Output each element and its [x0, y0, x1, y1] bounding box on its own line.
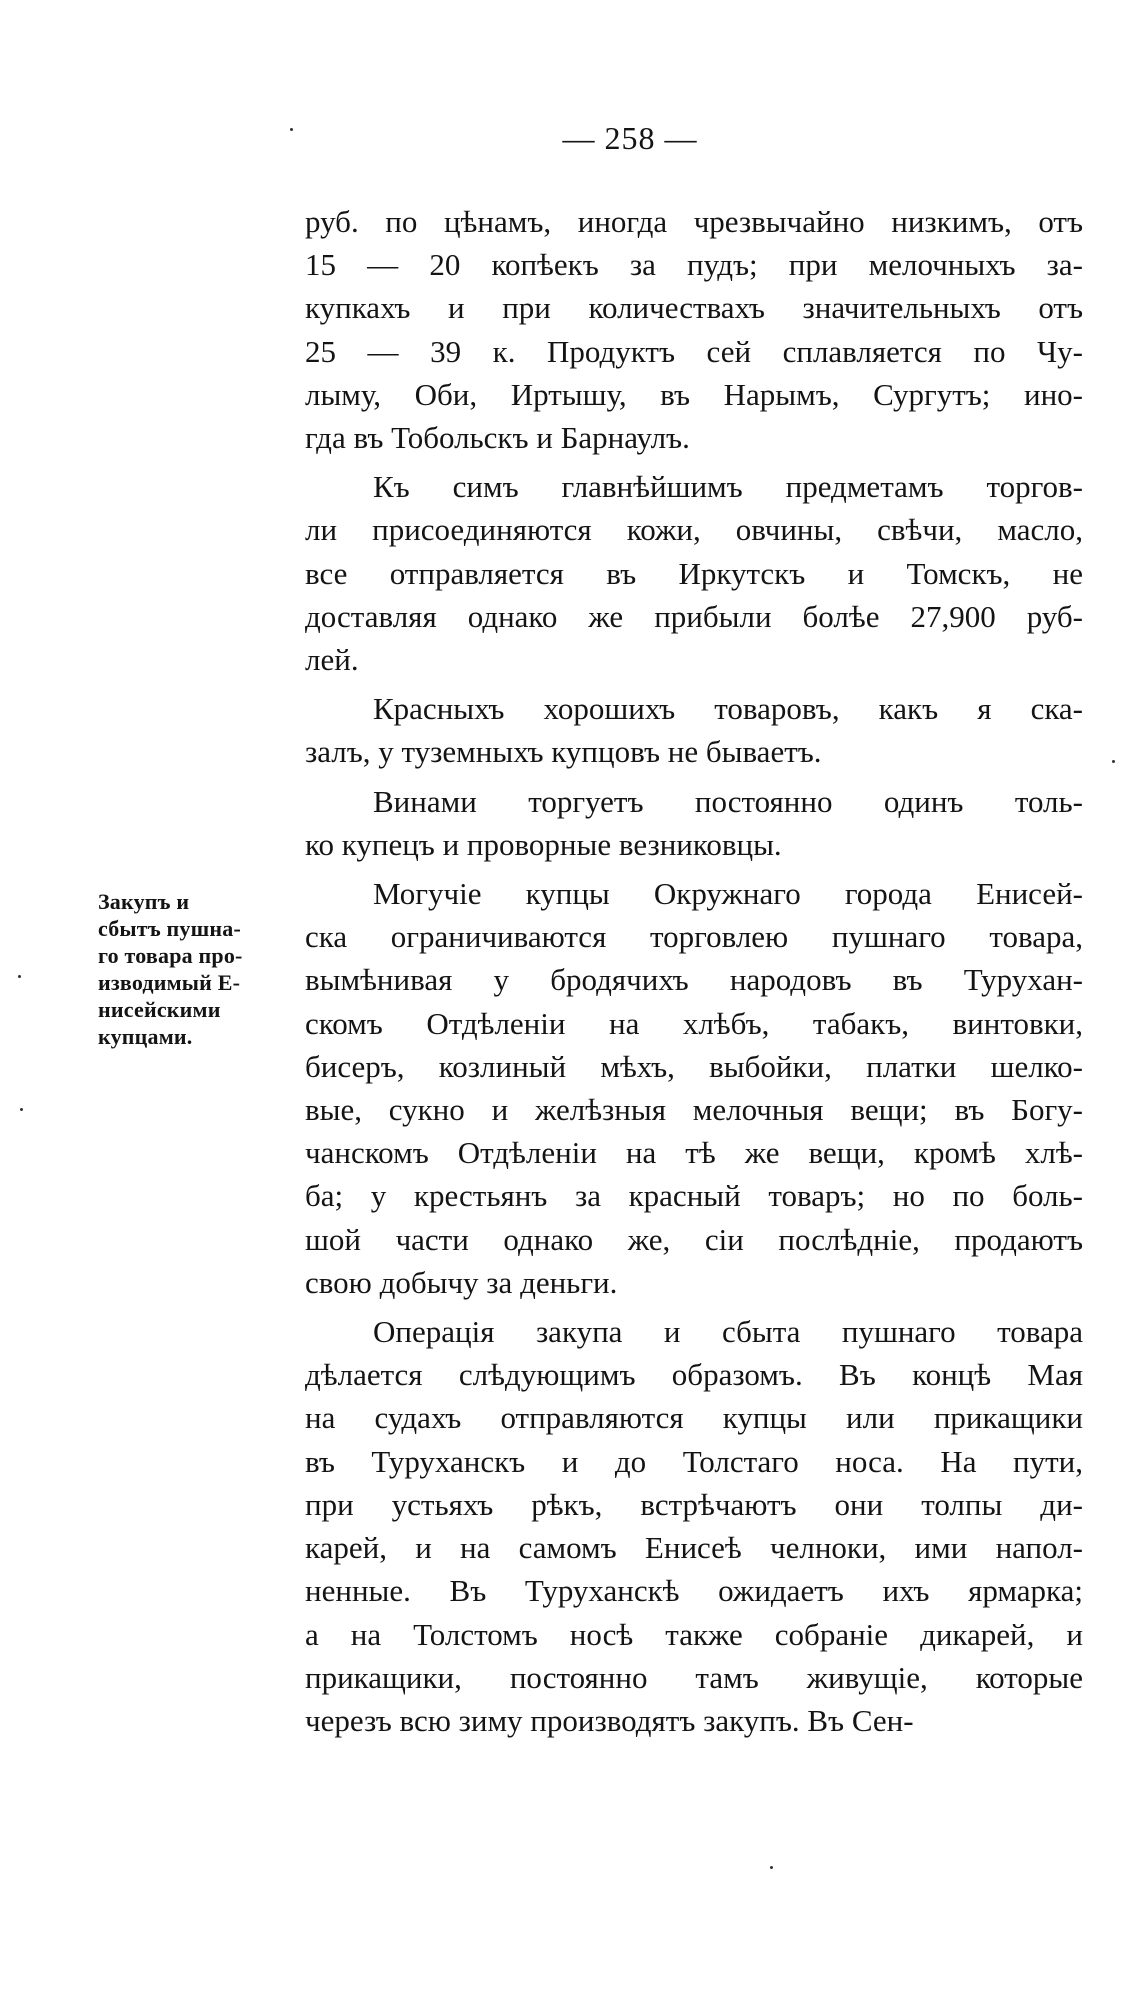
text-line: дѣлается слѣдующимъ образомъ. Въ концѣ Мая — [305, 1357, 1083, 1393]
speck-5 — [770, 1866, 773, 1869]
text-line: карей, и на самомъ Енисеѣ челноки, ими напол- — [305, 1530, 1083, 1566]
paragraph — [305, 780, 1083, 866]
text-line: на судахъ отправляются купцы или прикащики — [305, 1400, 1083, 1436]
paragraph — [305, 200, 1083, 459]
paragraph — [305, 687, 1083, 773]
text-line: при устьяхъ рѣкъ, встрѣчаютъ они толпы ди- — [305, 1486, 1083, 1522]
text-line: руб. по цѣнамъ, иногда чрезвычайно низкимъ, отъ — [305, 204, 1083, 239]
margin-note-line: го товара про- — [98, 943, 243, 968]
speck-1 — [290, 128, 293, 131]
text-line: 25 — 39 к. Продуктъ сей сплавляется по Чу- — [305, 333, 1083, 369]
text-column — [305, 200, 1083, 1748]
text-line: 15 — 20 копѣекъ за пудъ; при мелочныхъ за- — [305, 247, 1083, 283]
margin-note-line: купцами. — [98, 1024, 193, 1049]
text-line: чанскомъ Отдѣленіи на тѣ же вещи, кромѣ хлѣ- — [305, 1135, 1083, 1171]
text-line: свою добычу за деньги. — [305, 1264, 618, 1300]
text-line: Къ симъ главнѣйшимъ предметамъ торгов- — [373, 469, 1083, 505]
margin-note-line: Закупъ и — [98, 889, 190, 914]
page-number: — 258 — — [562, 120, 698, 156]
speck-2 — [18, 975, 21, 978]
paragraph — [305, 1310, 1083, 1742]
text-line: купкахъ и при количествахъ значительныхъ отъ — [305, 290, 1083, 326]
text-line: а на Толстомъ носѣ также собраніе дикарей, и — [305, 1616, 1083, 1652]
text-line: Винами торгуетъ постоянно одинъ толь- — [373, 783, 1083, 819]
text-line: бисеръ, козлиный мѣхъ, выбойки, платки шелко- — [305, 1048, 1083, 1084]
speck-3 — [20, 1108, 23, 1111]
text-line: ли присоединяются кожи, овчины, свѣчи, масло, — [305, 512, 1083, 548]
paragraph — [305, 465, 1083, 681]
text-line: все отправляется въ Иркутскъ и Томскъ, не — [305, 555, 1083, 591]
text-line: ко купецъ и проворные везниковцы. — [305, 826, 782, 862]
text-line: гда въ Тобольскъ и Барнаулъ. — [305, 420, 690, 456]
paragraph — [305, 872, 1083, 1304]
text-line: черезъ всю зиму производятъ закупъ. Въ Сен- — [305, 1702, 914, 1738]
margin-note-line: изводимый Е- — [98, 970, 241, 995]
text-line: Красныхъ хорошихъ товаровъ, какъ я ска- — [373, 691, 1083, 727]
speck-4 — [1112, 760, 1115, 763]
text-line: ба; у крестьянъ за красный товаръ; но по боль- — [305, 1178, 1083, 1214]
text-line: ненные. Въ Туруханскѣ ожидаетъ ихъ ярмарка; — [305, 1573, 1083, 1609]
text-line: ска ограничиваются торговлею пушнаго товара, — [305, 919, 1083, 955]
text-line: Операція закупа и сбыта пушнаго товара — [373, 1314, 1083, 1350]
text-line: доставляя однако же прибыли болѣе 27,900 руб- — [305, 598, 1083, 634]
text-line: вымѣнивая у бродячихъ народовъ въ Турухан- — [305, 962, 1083, 998]
text-line: прикащики, постоянно тамъ живущіе, которые — [305, 1659, 1083, 1695]
margin-note-line: сбытъ пушна- — [98, 916, 241, 941]
margin-note — [98, 888, 304, 1050]
text-line: скомъ Отдѣленіи на хлѣбъ, табакъ, винтовки, — [305, 1005, 1083, 1041]
text-line: залъ, у туземныхъ купцовъ не бываетъ. — [305, 734, 822, 770]
text-line: шой части однако же, сіи послѣдніе, продаютъ — [305, 1221, 1083, 1257]
text-line: лыму, Оби, Иртышу, въ Нарымъ, Сургутъ; ино- — [305, 376, 1083, 412]
text-line: вые, сукно и желѣзныя мелочныя вещи; въ Богу- — [305, 1092, 1083, 1128]
text-line: въ Туруханскъ и до Толстаго носа. На пути, — [305, 1443, 1083, 1479]
margin-note-line: нисейскими — [98, 997, 221, 1022]
text-line: Могучіе купцы Окружнаго города Енисей- — [373, 876, 1083, 912]
text-line: лей. — [305, 642, 359, 678]
